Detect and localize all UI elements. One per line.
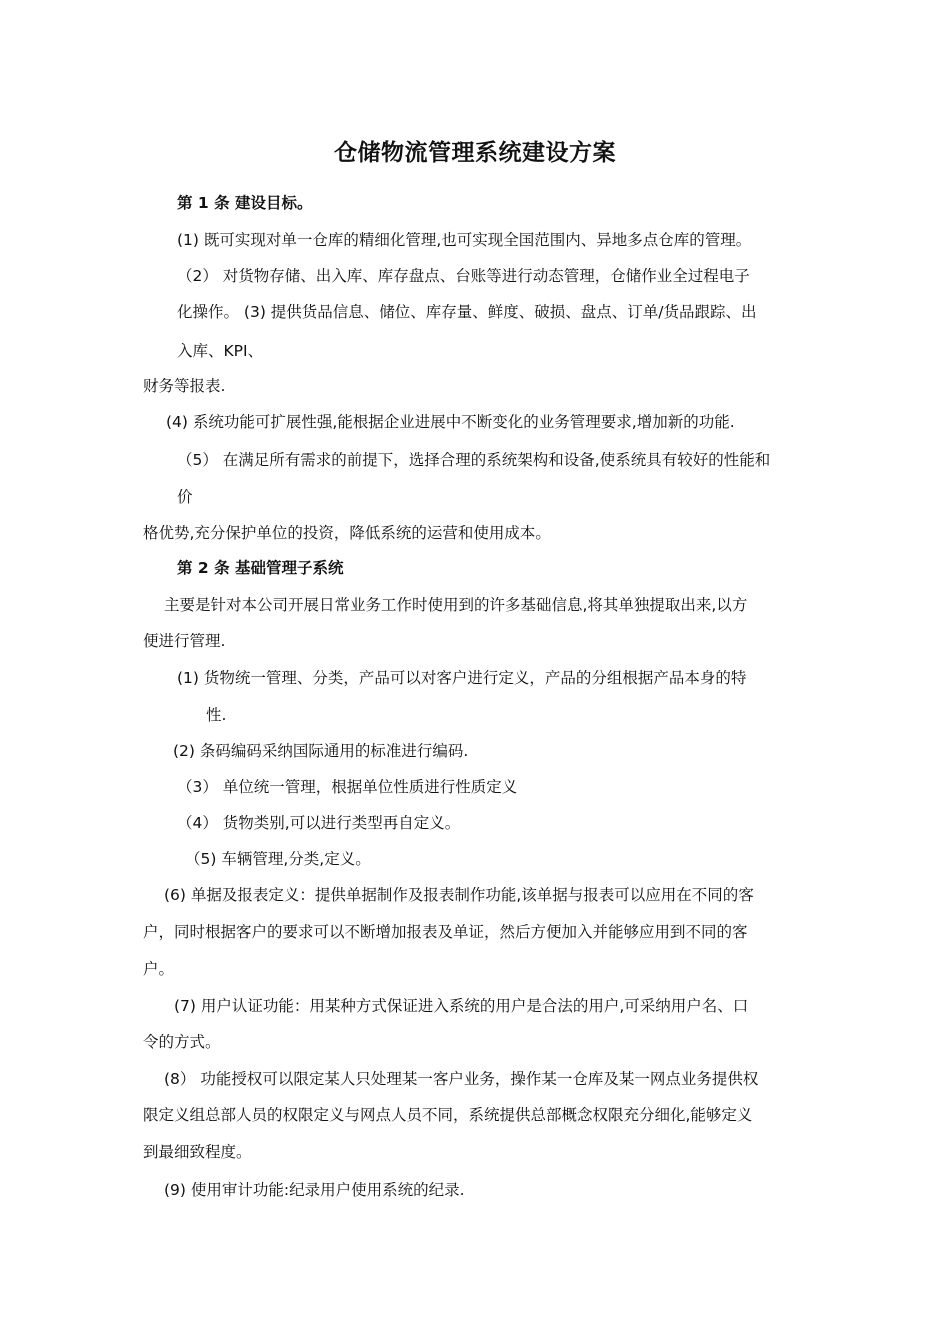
paragraph-line: (2) 条码编码采纳国际通用的标准进行编码. bbox=[173, 742, 469, 760]
paragraph-line: (9) 使用审计功能:纪录用户使用系统的纪录. bbox=[164, 1181, 465, 1199]
paragraph-line: 到最细致程度。 bbox=[143, 1143, 252, 1161]
paragraph-line: （5) 车辆管理,分类,定义。 bbox=[185, 850, 371, 868]
paragraph-line: (1) 既可实现对单一仓库的精细化管理,也可实现全国范围内、异地多点仓库的管理。 bbox=[177, 231, 752, 249]
paragraph-line: （2） 对货物存储、出入库、库存盘点、台账等进行动态管理，仓储作业全过程电子 bbox=[177, 267, 750, 285]
paragraph-line: 主要是针对本公司开展日常业务工作时使用到的许多基础信息,将其单独提取出来,以方 bbox=[164, 596, 748, 614]
document-title: 仓储物流管理系统建设方案 bbox=[334, 140, 616, 166]
paragraph-line: （5） 在满足所有需求的前提下，选择合理的系统架构和设备,使系统具有较好的性能和 bbox=[177, 451, 771, 469]
paragraph-line: (6) 单据及报表定义：提供单据制作及报表制作功能,该单据与报表可以应用在不同的客 bbox=[164, 886, 754, 904]
paragraph-line: 限定义组总部人员的权限定义与网点人员不同，系统提供总部概念权限充分细化,能够定义 bbox=[143, 1106, 753, 1124]
paragraph-line: (4) 系统功能可扩展性强,能根据企业进展中不断变化的业务管理要求,增加新的功能. bbox=[166, 413, 735, 431]
article-1-heading: 第 1 条 建设目标。 bbox=[177, 194, 313, 212]
article-2-heading: 第 2 条 基础管理子系统 bbox=[177, 559, 344, 577]
paragraph-line: (1) 货物统一管理、分类，产品可以对客户进行定义，产品的分组根据产品本身的特 bbox=[177, 669, 747, 687]
paragraph-line: (7) 用户认证功能：用某种方式保证进入系统的用户是合法的用户,可采纳用户名、口 bbox=[174, 997, 749, 1015]
paragraph-line: 便进行管理. bbox=[143, 632, 226, 650]
paragraph-line: 财务等报表. bbox=[143, 377, 226, 395]
paragraph-line: 价 bbox=[177, 488, 193, 506]
paragraph-line: 户。 bbox=[143, 960, 175, 978]
paragraph-line: 户，同时根据客户的要求可以不断增加报表及单证，然后方便加入并能够应用到不同的客 bbox=[143, 923, 748, 941]
paragraph-line: 格优势,充分保护单位的投资，降低系统的运营和使用成本。 bbox=[143, 524, 551, 542]
paragraph-line: 入库、KPI、 bbox=[177, 342, 264, 360]
paragraph-line: 化操作。 (3) 提供货品信息、储位、库存量、鲜度、破损、盘点、订单/货品跟踪、出 bbox=[177, 303, 757, 321]
paragraph-line: 性. bbox=[206, 706, 227, 724]
paragraph-line: (8） 功能授权可以限定某人只处理某一客户业务，操作某一仓库及某一网点业务提供权 bbox=[164, 1070, 759, 1088]
paragraph-line: （3） 单位统一管理，根据单位性质进行性质定义 bbox=[177, 778, 518, 796]
paragraph-line: 令的方式。 bbox=[143, 1033, 221, 1051]
paragraph-line: （4） 货物类别,可以进行类型再自定义。 bbox=[177, 814, 461, 832]
